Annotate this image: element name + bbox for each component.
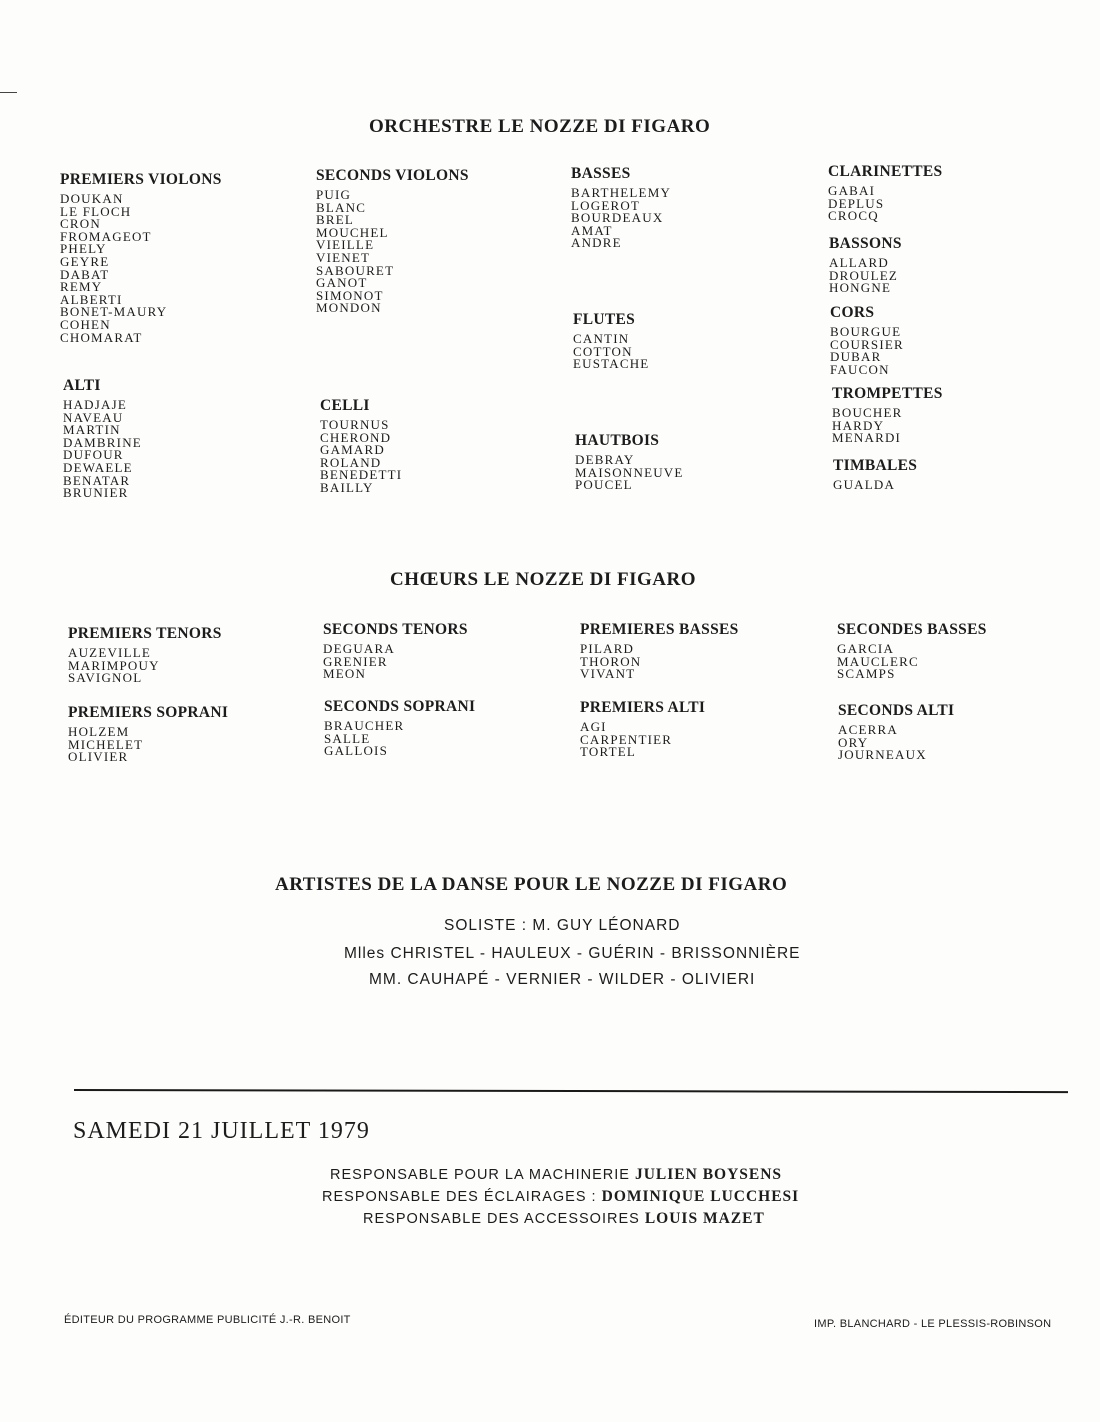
musician-name: DROULEZ xyxy=(829,267,899,283)
responsable-name: JULIEN BOYSENS xyxy=(634,1166,783,1183)
responsable-eclairages xyxy=(322,1188,799,1206)
musician-name: SIMONOT xyxy=(316,287,384,303)
musician-name: ROLAND xyxy=(320,454,382,470)
musician-name: HARDY xyxy=(832,417,885,433)
name-list xyxy=(68,726,228,764)
musician-name: MAISONNEUVE xyxy=(575,464,684,480)
musician-name: AMAT xyxy=(571,222,613,238)
group-title: SECONDS SOPRANI xyxy=(324,698,476,715)
name-list xyxy=(575,454,684,492)
name-list xyxy=(838,724,954,762)
musician-name: TORTEL xyxy=(580,744,637,760)
name-list xyxy=(580,721,705,759)
musician-name: MONDON xyxy=(316,300,382,316)
musician-name: AGI xyxy=(580,719,607,734)
group-title: SECONDS TENORS xyxy=(323,621,468,638)
orchestra-title: ORCHESTRE LE NOZZE DI FIGARO xyxy=(369,116,711,137)
musician-name: VIENET xyxy=(316,249,371,265)
group-seconds-tenors xyxy=(323,621,468,681)
group-seconds-alti xyxy=(838,702,954,762)
group-premieres-basses xyxy=(580,621,739,681)
group-title: HAUTBOIS xyxy=(575,432,660,449)
group-celli xyxy=(320,397,402,495)
group-premiers-alti xyxy=(580,699,705,759)
musician-name: GALLOIS xyxy=(324,743,389,759)
musician-name: CARPENTIER xyxy=(580,731,673,747)
group-bassons xyxy=(829,235,902,295)
musician-name: BARTHELEMY xyxy=(571,185,672,200)
musician-name: ANDRE xyxy=(571,235,622,251)
group-alti xyxy=(63,377,142,500)
group-title: PREMIERS ALTI xyxy=(580,699,706,716)
responsable-name: LOUIS MAZET xyxy=(644,1210,765,1227)
group-title: BASSONS xyxy=(829,235,902,252)
group-hautbois xyxy=(575,432,684,492)
group-title: ALTI xyxy=(63,377,101,394)
musician-name: BRAUCHER xyxy=(324,718,405,733)
group-title: PREMIERS VIOLONS xyxy=(60,171,222,188)
musician-name: COURSIER xyxy=(830,336,904,352)
musician-name: FAUCON xyxy=(830,361,890,377)
musician-name: DABAT xyxy=(60,266,110,282)
responsable-role: RESPONSABLE DES ACCESSOIRES xyxy=(363,1211,640,1227)
name-list xyxy=(68,647,222,685)
musician-name: CANTIN xyxy=(573,331,630,346)
musician-name: ALBERTI xyxy=(60,291,123,307)
musician-name: DEPLUS xyxy=(828,195,885,211)
musician-name: GEYRE xyxy=(60,253,110,269)
group-basses xyxy=(571,165,671,250)
name-list xyxy=(60,193,222,344)
musician-name: POUCEL xyxy=(575,477,633,493)
musician-name: DEBRAY xyxy=(575,452,635,467)
margin-mark xyxy=(0,92,17,93)
musician-name: PHELY xyxy=(60,241,107,257)
musician-name: BOURGUE xyxy=(830,324,902,339)
musician-name: MOUCHEL xyxy=(316,224,389,240)
danse-soliste: SOLISTE : M. GUY LÉONARD xyxy=(444,917,681,934)
musician-name: CHEROND xyxy=(320,429,392,445)
musician-name: BENEDETTI xyxy=(320,467,403,483)
group-title: PREMIERS SOPRANI xyxy=(68,704,229,721)
musician-name: GANOT xyxy=(316,275,368,291)
group-title: TIMBALES xyxy=(833,457,918,474)
musician-name: COTTON xyxy=(573,343,633,359)
musician-name: SABOURET xyxy=(316,262,395,278)
event-date: SAMEDI 21 JUILLET 1979 xyxy=(73,1118,370,1144)
musician-name: MAUCLERC xyxy=(837,653,919,669)
musician-name: NAVEAU xyxy=(63,409,124,425)
musician-name: DUBAR xyxy=(830,349,882,365)
choeurs-title: CHŒURS LE NOZZE DI FIGARO xyxy=(390,569,696,590)
group-premiers-soprani xyxy=(68,704,228,764)
musician-name: HOLZEM xyxy=(68,724,130,739)
group-flutes xyxy=(573,311,649,371)
name-list xyxy=(830,326,904,376)
group-title: SECONDS ALTI xyxy=(838,702,955,719)
musician-name: BENATAR xyxy=(63,472,131,488)
musician-name: DEWAELE xyxy=(63,459,133,475)
danse-mm: MM. CAUHAPÉ - VERNIER - WILDER - OLIVIERI xyxy=(369,971,756,988)
musician-name: VIEILLE xyxy=(316,237,375,253)
group-trompettes xyxy=(832,385,943,445)
name-list xyxy=(833,479,917,492)
musician-name: SALLE xyxy=(324,730,371,746)
musician-name: REMY xyxy=(60,279,103,295)
musician-name: ORY xyxy=(838,734,869,750)
group-seconds-soprani xyxy=(324,698,475,758)
musician-name: LE FLOCH xyxy=(60,203,132,219)
musician-name: DOUKAN xyxy=(60,191,124,206)
name-list xyxy=(573,333,649,371)
musician-name: HONGNE xyxy=(829,280,892,296)
musician-name: FROMAGEOT xyxy=(60,228,152,244)
musician-name: ALLARD xyxy=(829,255,889,270)
name-list xyxy=(580,643,739,681)
group-title: PREMIERS TENORS xyxy=(68,625,222,642)
musician-name: BREL xyxy=(316,212,355,228)
group-title: BASSES xyxy=(571,165,631,182)
musician-name: JOURNEAUX xyxy=(838,747,927,763)
musician-name: BOURDEAUX xyxy=(571,210,664,226)
musician-name: TOURNUS xyxy=(320,417,390,432)
musician-name: OLIVIER xyxy=(68,749,129,765)
responsable-role: RESPONSABLE POUR LA MACHINERIE xyxy=(330,1167,630,1183)
group-title: SECONDS VIOLONS xyxy=(316,167,469,184)
musician-name: ACERRA xyxy=(838,722,898,737)
footer-imprimeur: IMP. BLANCHARD - LE PLESSIS-ROBINSON xyxy=(814,1318,1052,1330)
responsable-machinerie xyxy=(330,1166,782,1184)
danse-title: ARTISTES DE LA DANSE POUR LE NOZZE DI FIGARO xyxy=(275,874,788,895)
name-list xyxy=(316,189,469,315)
group-title: FLUTES xyxy=(573,311,636,328)
musician-name: HADJAJE xyxy=(63,397,128,412)
musician-name: GRENIER xyxy=(323,653,388,669)
group-title: CELLI xyxy=(320,397,370,414)
name-list xyxy=(324,720,475,758)
musician-name: BAILLY xyxy=(320,479,374,495)
musician-name: COHEN xyxy=(60,316,111,332)
musician-name: VIVANT xyxy=(580,666,636,682)
name-list xyxy=(571,187,671,250)
musician-name: GUALDA xyxy=(833,477,896,492)
group-cors xyxy=(830,304,904,376)
musician-name: MARIMPOUY xyxy=(68,657,160,673)
group-title: PREMIERES BASSES xyxy=(580,621,739,638)
name-list xyxy=(63,399,142,500)
name-list xyxy=(323,643,468,681)
group-clarinettes xyxy=(828,163,942,223)
group-secondes-basses xyxy=(837,621,987,681)
musician-name: DUFOUR xyxy=(63,447,124,463)
group-title: SECONDES BASSES xyxy=(837,621,987,638)
name-list xyxy=(320,419,402,495)
musician-name: GABAI xyxy=(828,183,876,198)
musician-name: BOUCHER xyxy=(832,405,903,420)
musician-name: CROCQ xyxy=(828,208,879,224)
name-list xyxy=(829,257,902,295)
group-seconds-violons xyxy=(316,167,469,315)
responsable-name: DOMINIQUE LUCCHESI xyxy=(601,1188,800,1205)
musician-name: MENARDI xyxy=(832,430,902,446)
musician-name: CRON xyxy=(60,216,101,232)
group-timbales xyxy=(833,457,917,492)
musician-name: SCAMPS xyxy=(837,666,896,682)
name-list xyxy=(832,407,943,445)
group-title: TROMPETTES xyxy=(832,385,943,402)
musician-name: CHOMARAT xyxy=(60,329,143,345)
musician-name: PUIG xyxy=(316,187,352,202)
footer-editeur: ÉDITEUR DU PROGRAMME PUBLICITÉ J.-R. BENOIT xyxy=(64,1314,351,1326)
musician-name: GARCIA xyxy=(837,641,895,656)
musician-name: BLANC xyxy=(316,199,367,215)
responsable-role: RESPONSABLE DES ÉCLAIRAGES : xyxy=(322,1189,597,1205)
musician-name: AUZEVILLE xyxy=(68,645,151,660)
musician-name: LOGEROT xyxy=(571,197,641,213)
musician-name: DEGUARA xyxy=(323,641,395,656)
musician-name: THORON xyxy=(580,653,642,669)
musician-name: BRUNIER xyxy=(63,485,129,501)
group-title: CORS xyxy=(830,304,875,321)
musician-name: DAMBRINE xyxy=(63,434,142,450)
musician-name: MEON xyxy=(323,666,367,682)
musician-name: MICHELET xyxy=(68,736,144,752)
musician-name: MARTIN xyxy=(63,422,121,438)
name-list xyxy=(828,185,942,223)
group-premiers-violons xyxy=(60,171,222,344)
divider-rule xyxy=(74,1089,1068,1093)
name-list xyxy=(837,643,987,681)
musician-name: PILARD xyxy=(580,641,635,656)
danse-mlles: Mlles CHRISTEL - HAULEUX - GUÉRIN - BRISSONNIÈRE xyxy=(344,945,801,962)
group-premiers-tenors xyxy=(68,625,222,685)
musician-name: GAMARD xyxy=(320,442,385,458)
musician-name: BONET-MAURY xyxy=(60,304,168,320)
musician-name: EUSTACHE xyxy=(573,356,650,372)
responsable-accessoires xyxy=(363,1210,765,1228)
musician-name: SAVIGNOL xyxy=(68,670,143,686)
group-title: CLARINETTES xyxy=(828,163,943,180)
